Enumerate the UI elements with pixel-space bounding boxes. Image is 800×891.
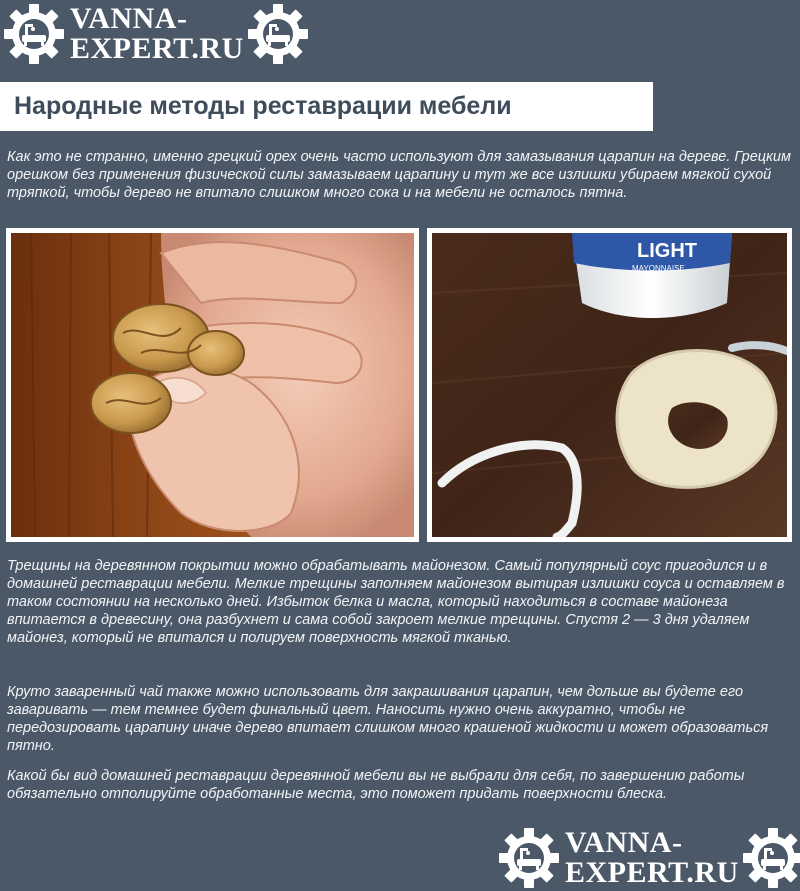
paragraph-tea: Круто заваренный чай также можно использовать для закрашивания царапин, чем дольше вы будете его заваривать — тем темнее будет финальный цвет. Наносить нужно очень аккуратно, чтобы не передозировать царапину иначе дерево впитает слишком много крашеной жидкости и может образоваться пятно.: [7, 684, 769, 754]
gear-bathtub-icon: [246, 2, 310, 66]
logo-line-2: EXPERT.RU: [70, 32, 244, 65]
page-title: Народные методы реставрации мебели: [14, 92, 512, 120]
walnut-on-wood-photo: [11, 233, 414, 537]
site-logo[interactable]: [2, 2, 310, 66]
mayonnaise-photo: [427, 228, 792, 542]
paragraph-walnut: Как это не странно, именно грецкий орех очень часто используют для замазывания царапин на дереве. Грецким орешком без применения физической силы замазываем царапину и тут же все излишки убираем мягкой сухой тряпкой, чтобы дерево не впитало слишком много сока и на мебели не осталось пятна.: [7, 149, 791, 201]
logo-line-2: EXPERT.RU: [565, 856, 739, 889]
paragraph-mayonnaise: Трещины на деревянном покрытии можно обрабатывать майонезом. Самый популярный соус пригодился и в домашней реставрации мебели. Мелкие трещины заполняем майонезом вытирая излишки соуса и оставляем в таком состоянии на несколько дней. Избыток белка и масла, который находиться в составе майонеза впитается в древесину, она разбухнет и сама собой закроет мелкие трещины. Спустя 2 — 3 дня удаляем майонез, который не впитался и полируем поверхность мягкой тканью.: [7, 558, 785, 646]
walnut-photo: [6, 228, 419, 542]
logo-line-1: VANNA-: [565, 826, 683, 859]
jar-label: LIGHT: [637, 240, 697, 262]
gear-bathtub-icon: [741, 826, 800, 890]
logo-text: [70, 4, 244, 64]
jar-sublabel: MAYONNAISE: [632, 264, 685, 273]
gear-bathtub-icon: [497, 826, 561, 890]
mayonnaise-jar-photo: [432, 233, 787, 537]
title-bar: [0, 82, 653, 131]
logo-line-1: VANNA-: [70, 2, 188, 35]
gear-bathtub-icon: [2, 2, 66, 66]
site-logo-footer[interactable]: [497, 826, 800, 890]
paragraph-conclusion: Какой бы вид домашней реставрации деревянной мебели вы не выбрали для себя, по завершению работы обязательно отполируйте обработанные места, это поможет придать поверхности блеска.: [7, 768, 745, 802]
logo-text: [565, 828, 739, 888]
